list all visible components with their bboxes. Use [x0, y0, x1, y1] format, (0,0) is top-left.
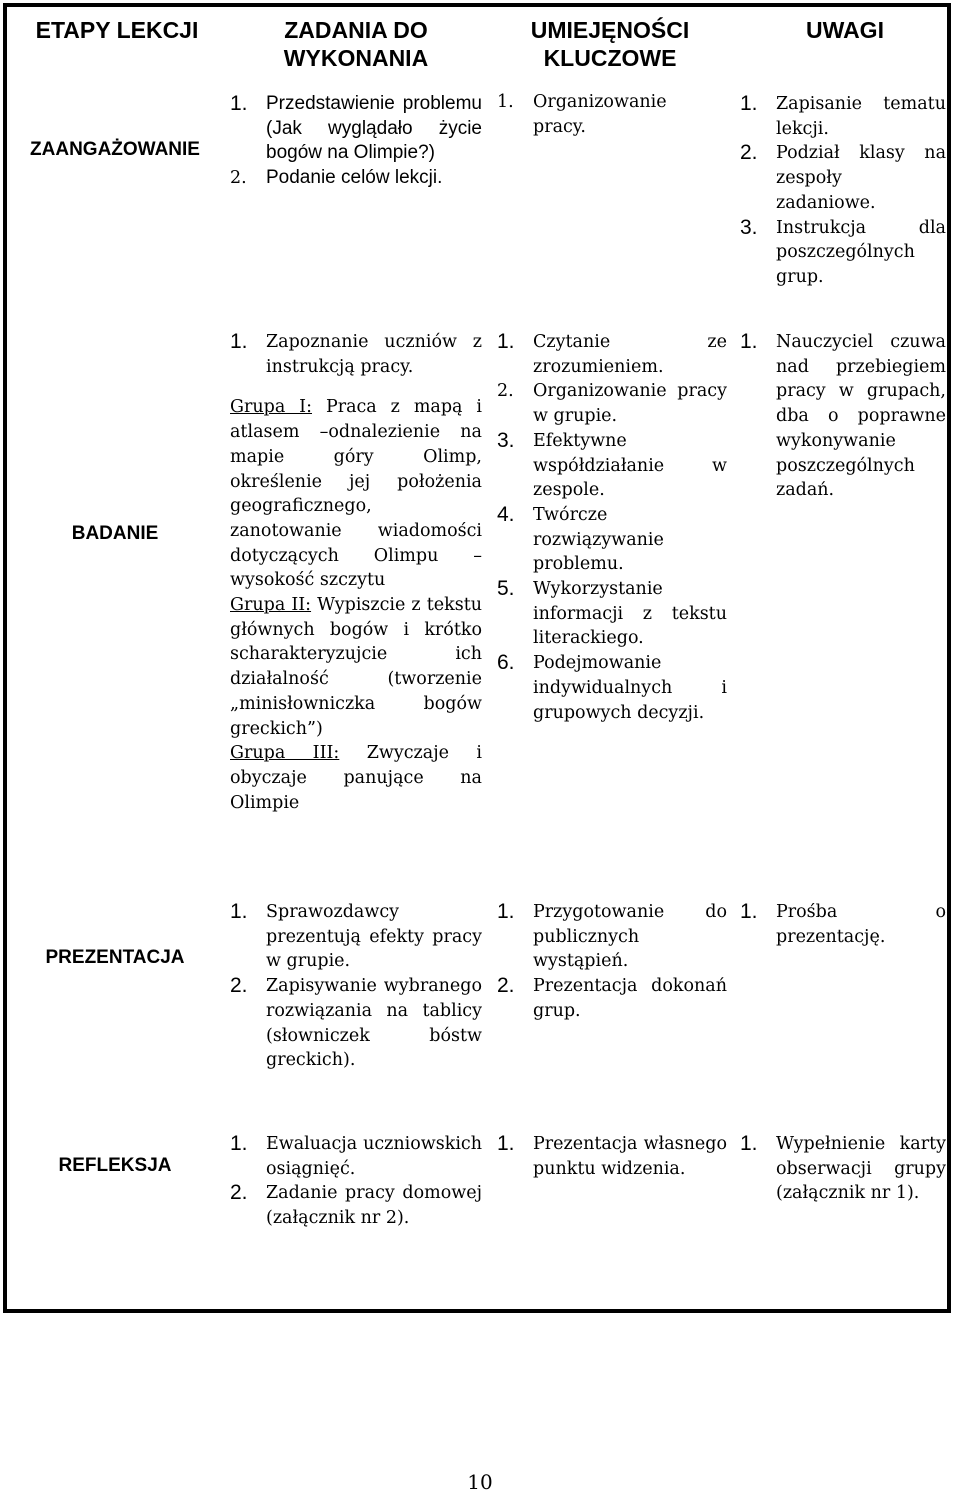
- list-item: [230, 1132, 482, 1181]
- list-item: [740, 216, 946, 290]
- item-text: Nauczyciel czuwa nad przebiegiem pracy w grupach, dba o poprawne wykonywanie poszczególnych zadań.: [776, 332, 946, 501]
- group-2-text: Wypiszcie z tekstu głównych bogów i krótko scharakteryzujcie ich działalność (tworzenie „minisłowniczka bogów greckich”): [230, 595, 482, 739]
- item-text: Wypełnienie karty obserwacji grupy (załącznik nr 1).: [776, 1134, 946, 1204]
- item-text: Podejmowanie indywidualnych i grupowych decyzji.: [533, 653, 727, 723]
- list-item: [230, 974, 482, 1073]
- list-item: [230, 166, 482, 191]
- group-1-task: [230, 395, 482, 593]
- list-item: [230, 1181, 482, 1230]
- list-item: [497, 577, 727, 651]
- header-skills: UMIEJĘNOŚCI KLUCZOWE: [530, 17, 690, 71]
- item-text: Przedstawienie problemu (Jak wyglądało życie bogów na Olimpie?): [266, 93, 482, 164]
- item-text: Sprawozdawcy prezentują efekty pracy w grupie.: [266, 902, 482, 972]
- stage-research: BADANIE: [71, 523, 159, 544]
- skills-presentation: [497, 900, 727, 1024]
- list-item: [497, 651, 727, 725]
- item-text: Zapisanie tematu lekcji.: [776, 94, 946, 139]
- item-text: Prezentacja dokonań grup.: [533, 976, 727, 1021]
- notes-research: [740, 330, 946, 503]
- item-number: 1.: [740, 900, 758, 923]
- item-text: Zapoznanie uczniów z instrukcją pracy.: [266, 332, 482, 377]
- item-number: 1.: [740, 1132, 758, 1155]
- group-1-text: Praca z mapą i atlasem –odnalezienie na mapie góry Olimp, określenie jej położenia geograficznego, zanotowanie wiadomości dotyczących Olimpu – wysokość szczytu: [230, 397, 483, 591]
- item-number: 1.: [497, 900, 515, 923]
- item-number: 1.: [740, 330, 758, 353]
- group-2-label: Grupa II:: [230, 595, 312, 616]
- list-item: [230, 92, 482, 166]
- item-number: 3.: [740, 215, 758, 239]
- item-number: 1.: [230, 330, 248, 353]
- item-number: 1.: [497, 1132, 515, 1155]
- item-text: Ewaluacja uczniowskich osiągnięć.: [266, 1134, 482, 1179]
- notes-reflection: [740, 1132, 946, 1206]
- item-number: 1.: [497, 330, 515, 353]
- list-item: [740, 1132, 946, 1206]
- item-text: Zadanie pracy domowej (załącznik nr 2).: [266, 1183, 482, 1229]
- item-number: 1.: [230, 1132, 248, 1155]
- group-3-text: Zwyczaje i obyczaje panujące na Olimpie: [230, 743, 483, 813]
- list-item: [740, 92, 946, 141]
- item-text: Twórcze rozwiązywanie problemu.: [533, 504, 664, 575]
- item-text: Efektywne współdziałanie w zespole.: [533, 430, 727, 501]
- item-text: Organizowanie pracy.: [533, 92, 667, 137]
- stage-presentation: PREZENTACJA: [45, 947, 185, 968]
- item-text: Czytanie ze zrozumieniem.: [533, 332, 727, 377]
- list-item: [740, 330, 946, 503]
- page-number: 10: [467, 1470, 493, 1494]
- header-stages: ETAPY LEKCJI: [35, 17, 199, 43]
- list-item: [497, 429, 727, 503]
- item-text: Organizowanie pracy w grupie.: [533, 381, 727, 427]
- item-number: 5.: [497, 577, 515, 601]
- list-item: [497, 974, 727, 1023]
- list-item: [740, 900, 946, 949]
- item-number: 2.: [740, 141, 758, 165]
- item-number: 2.: [497, 974, 515, 998]
- list-item: [230, 900, 482, 974]
- item-number: 2.: [497, 381, 514, 402]
- item-text: Podział klasy na zespoły zadaniowe.: [776, 143, 946, 213]
- list-item: [497, 900, 727, 974]
- list-item: [497, 330, 727, 379]
- group-3-task: [230, 741, 482, 815]
- list-item: [740, 141, 946, 215]
- item-number: 1.: [230, 900, 248, 923]
- list-item: [497, 1132, 727, 1181]
- item-number: 1.: [740, 92, 758, 115]
- list-item: [497, 379, 727, 428]
- item-text: Przygotowanie do publicznych wystąpień.: [533, 902, 727, 972]
- item-text: Instrukcja dla poszczególnych grup.: [776, 217, 946, 287]
- item-number: 3.: [497, 428, 515, 452]
- item-number: 1.: [230, 92, 248, 115]
- skills-engagement: [497, 90, 687, 139]
- item-number: 6.: [497, 651, 515, 675]
- group-3-label: Grupa III:: [230, 743, 340, 764]
- stage-reflection: REFLEKSJA: [58, 1155, 172, 1176]
- tasks-engagement: [230, 92, 482, 191]
- list-item: [497, 503, 727, 577]
- item-text: Podanie celów lekcji.: [266, 167, 443, 189]
- item-text: Wykorzystanie informacji z tekstu literackiego.: [533, 579, 727, 649]
- notes-engagement: [740, 92, 946, 290]
- stage-engagement: ZAANGAŻOWANIE: [30, 139, 200, 160]
- item-number: 1.: [497, 92, 514, 112]
- group-1-label: Grupa I:: [230, 397, 312, 418]
- tasks-presentation: [230, 900, 482, 1073]
- header-tasks: ZADANIA DO WYKONANIA: [283, 17, 429, 71]
- item-number: 2.: [230, 974, 248, 998]
- list-item: [497, 90, 687, 139]
- header-notes: UWAGI: [806, 17, 884, 43]
- item-number: 4.: [497, 502, 515, 526]
- tasks-reflection: [230, 1132, 482, 1231]
- item-text: Zapisywanie wybranego rozwiązania na tablicy (słowniczek bóstw greckich).: [266, 976, 482, 1071]
- list-item: [230, 330, 482, 379]
- group-2-task: [230, 593, 482, 741]
- skills-research: [497, 330, 727, 725]
- item-text: Prośba o prezentację.: [776, 902, 946, 947]
- item-number: 2.: [230, 1181, 248, 1205]
- item-text: Prezentacja własnego punktu widzenia.: [533, 1134, 727, 1179]
- item-number: 2.: [230, 168, 247, 189]
- skills-reflection: [497, 1132, 727, 1181]
- notes-presentation: [740, 900, 946, 949]
- tasks-research: [230, 330, 482, 815]
